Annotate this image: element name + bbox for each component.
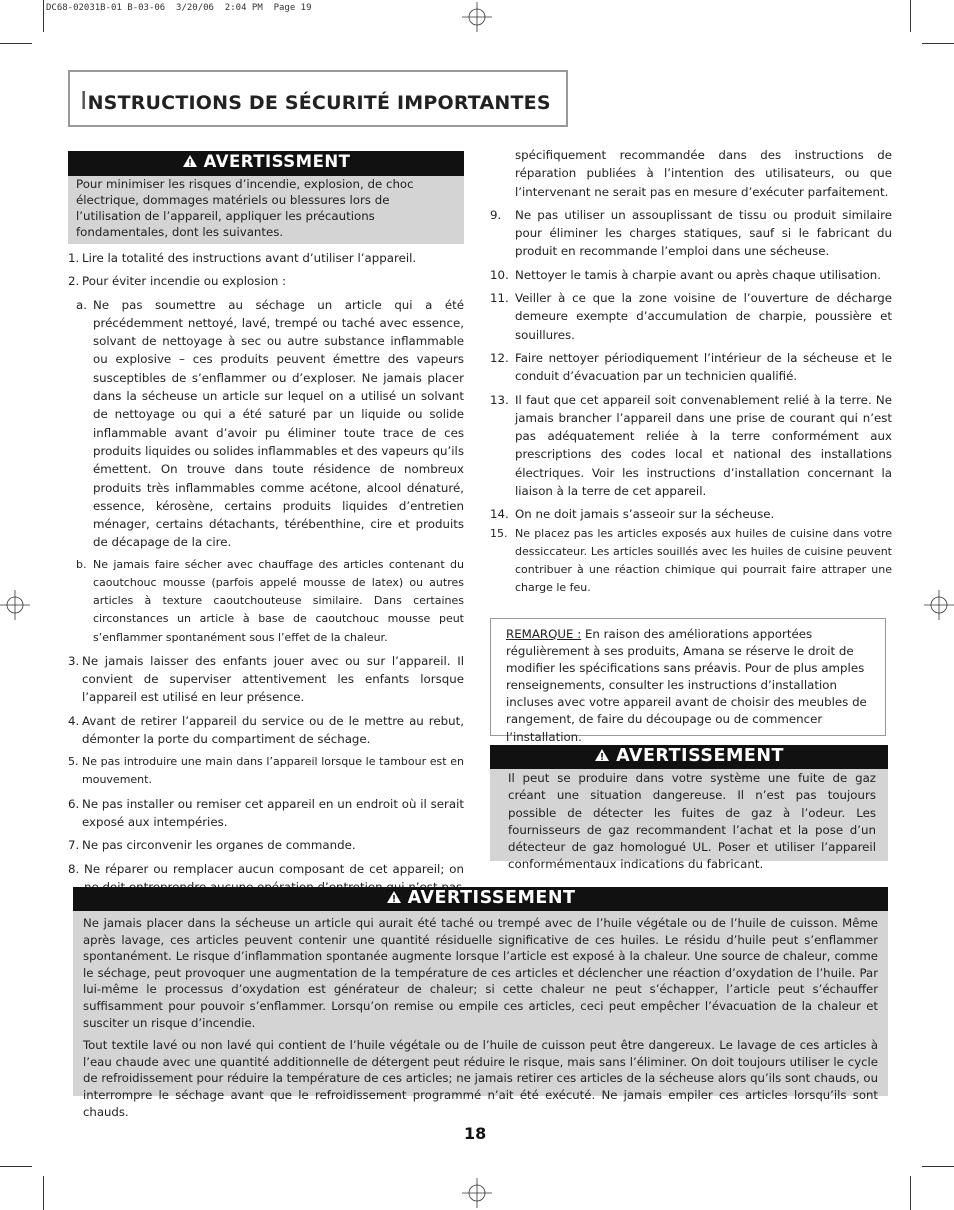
crop-mark [43, 0, 44, 32]
warning-body [490, 769, 888, 872]
warning-triangle-icon [182, 154, 198, 168]
warning-body [73, 911, 888, 1119]
list-item: 15. Ne placez pas les articles exposés aux huiles de cuisine dans votre dessiccateur. Les articles souillés avec les huiles de cuisine peuvent contribuer à une réaction chimique qui pourrait faire attraper une charge le feu. [490, 526, 892, 595]
registration-mark-icon [462, 2, 492, 32]
crop-mark [922, 43, 954, 44]
list-item: b. Ne jamais faire sécher avec chauffage des articles contenant du caoutchouc mousse (parfois appelé mousse de latex) ou autres articles à texture caoutchouteuse similaire. Dans certaines circonstances un article à base de caoutchouc mousse peut s’enflammer spontanément sous l’effet de la chaleur. [76, 557, 464, 644]
title-box [68, 70, 568, 127]
warning-triangle-icon [594, 748, 610, 762]
crop-mark [43, 1176, 44, 1210]
page-number: 18 [464, 1124, 487, 1143]
list-item: 4. Avant de retirer l’appareil du service ou de le mettre au rebut, démonter la porte du compartiment de séchage. [68, 713, 464, 746]
list-item: 11. Veiller à ce que la zone voisine de l’ouverture de décharge demeure exempte d’accumulation de charpie, poussière et souillures. [490, 291, 892, 342]
warning-triangle-icon [386, 890, 402, 904]
page-title: INSTRUCTIONS DE SÉCURITÉ IMPORTANTES [80, 86, 551, 115]
list-item: a. Ne pas soumettre au séchage un article qui a été précédemment nettoyé, lavé, trempé ou taché avec essence, solvant de nettoyage à sec ou autre substance inflammable ou explosive – ces produits peuvent émettre des vapeurs susceptibles de s’enflammer ou d’exploser. Ne jamais placer dans la sécheuse un article sur lequel on a utilisé un solvant de nettoyage ou qui a été saturé par un liquide ou solide inflammable avant d’avoir pu éliminer toute trace de ces produits liquides ou solides inflammables et des vapeurs qu’ils émettent. On trouve dans toute résidence de nombreux produits très inflammables comme acétone, alcool dénaturé, essence, kérosène, certains produits liquides d’entretien ménager, certains détachants, térébenthine, cire et produits de décapage de la cire. [76, 297, 464, 550]
list-item: 3. Ne jamais laisser des enfants jouer avec ou sur l’appareil. Il convient de superviser attentivement les enfants lorsque l’appareil est utilisé en leur présence. [68, 653, 464, 705]
crop-mark [0, 43, 32, 44]
left-column [68, 249, 464, 896]
warning-text: Pour minimiser les risques d’incendie, explosion, de choc électrique, dommages matériels ou blessures lors de l’utilisation de l’appareil, appliquer les précautions fondamentales, dont les suivantes. [76, 177, 414, 239]
note-text: En raison des améliorations apportées régulièrement à ses produits, Amana se réserve le droit de modifier les spécifications sans préavis. Pour de plus amples renseignements, consulter les instructions d’installation incluses avec votre appareil avant de choisir des meubles de rangement, de faire du découpage ou de commencer l’installation. [506, 627, 867, 744]
registration-mark-icon [462, 1178, 492, 1208]
list-item: 6. Ne pas installer ou remiser cet appareil en un endroit où il serait exposé aux intempéries. [68, 796, 464, 829]
list-item: 8. Ne réparer ou remplacer aucun composant de cet appareil; on [68, 861, 464, 876]
warning-header: AVERTISSEMENT [73, 887, 888, 911]
registration-mark-icon [924, 590, 954, 620]
crop-mark [922, 1166, 954, 1167]
crop-mark [910, 1176, 911, 1210]
list-item: 1. Lire la totalité des instructions avant d’utiliser l’appareil. [68, 251, 417, 265]
crop-mark [0, 1166, 32, 1167]
warning-header: AVERTISSEMENT [490, 745, 888, 769]
list-item: 2. Pour éviter incendie ou explosion : [68, 274, 287, 289]
list-item: spécifiquement recommandée dans des instructions de réparation publiées à l’intention des utilisateurs, ou que l’intervenant ne serait pas en mesure d’exécuter parfaitement. [515, 148, 892, 199]
warning-paragraph: Ne jamais placer dans la sécheuse un article qui aurait été taché ou trempé avec de l’huile végétale ou de l’huile de cuisson. Même après lavage, ces articles peuvent contenir une quantité résiduelle significative de ces huiles. Le résidu d’huile peut s’enflammer spontanément. Le risque d’inflammation spontanée augmente lorsque l’article est exposé à la chaleur. Une source de chaleur, comme le séchage, peut provoquer une augmentation de la température de ces articles et déclencher une réaction d’oxydation de l’huile. Par lui-même le processus d’oxydation est générateur de chaleur; si cette chaleur ne peut s’échapper, l’article peut s’échauffer suffisamment pour pouvoir s’enflammer. Lorsqu’on remise ou empile ces articles, ceci peut empêcher l’évacuation de la chaleur et susciter un risque d’incendie. [83, 916, 878, 1030]
list-item: 7. Ne pas circonvenir les organes de commande. [68, 838, 356, 853]
note-label: REMARQUE : [506, 627, 582, 641]
warning-body [68, 176, 464, 244]
crop-mark [910, 0, 911, 32]
list-item: 12. Faire nettoyer périodiquement l’intérieur de la sécheuse et le conduit d’évacuation par un technicien qualifié. [490, 350, 892, 384]
warning-paragraph: Tout textile lavé ou non lavé qui contient de l’huile végétale ou de l’huile de cuisson peut être dangereux. Le lavage de ces articles à l’eau chaude avec une quantité additionnelle de détergent peut réduire le risque, mais sans l’éliminer. On doit toujours utiliser le cycle de refroidissement pour réduire la température de ces articles; ne jamais retirer ces articles de la sécheuse alors qu’ils sont chauds, ou interrompre le séchage avant que le refroidissement programmé n’ait été exécuté. Ne jamais empiler ces articles lorsqu’ils sont chauds. [83, 1038, 878, 1119]
note-box [490, 618, 886, 744]
right-column [490, 146, 892, 597]
list-item: 14. On ne doit jamais s’asseoir sur la sécheuse. [490, 507, 775, 522]
list-item: 5. Ne pas introduire une main dans l’appareil lorsque le tambour est en mouvement. [68, 755, 464, 787]
registration-mark-icon [0, 590, 30, 620]
warning-header: AVERTISSMENT [68, 151, 464, 176]
print-slug: DC68-02031B-01 B-03-06 3/20/06 2:04 PM Page 19 [46, 3, 312, 13]
list-item: 13. Il faut que cet appareil soit convenablement relié à la terre. Ne jamais brancher l’appareil dans une prise de courant qui n’est pas adéquatement reliée à la terre conformément aux prescriptions des codes local et national des installations électriques. Voir les instructions d’installation concernant la liaison à la terre de cet appareil. [490, 392, 892, 499]
list-item: 10. Nettoyer le tamis à charpie avant ou après chaque utilisation. [490, 267, 882, 282]
warning-text: Il peut se produire dans votre système une fuite de gaz créant une situation dangereuse. Il n’est pas toujours possible de détecter les fuites de gaz à l’odeur. Les fournisseurs de gaz recommandent l’achat et la pose d’un détecteur de gaz homologué UL. Poser et utiliser l’appareil conformémentaux indications du fabricant. [508, 771, 876, 872]
list-item: 9. Ne pas utiliser un assouplissant de tissu ou produit similaire pour éliminer les charges statiques, sauf si le fabricant du produit en recommande l’emploi dans une sécheuse. [490, 207, 892, 259]
